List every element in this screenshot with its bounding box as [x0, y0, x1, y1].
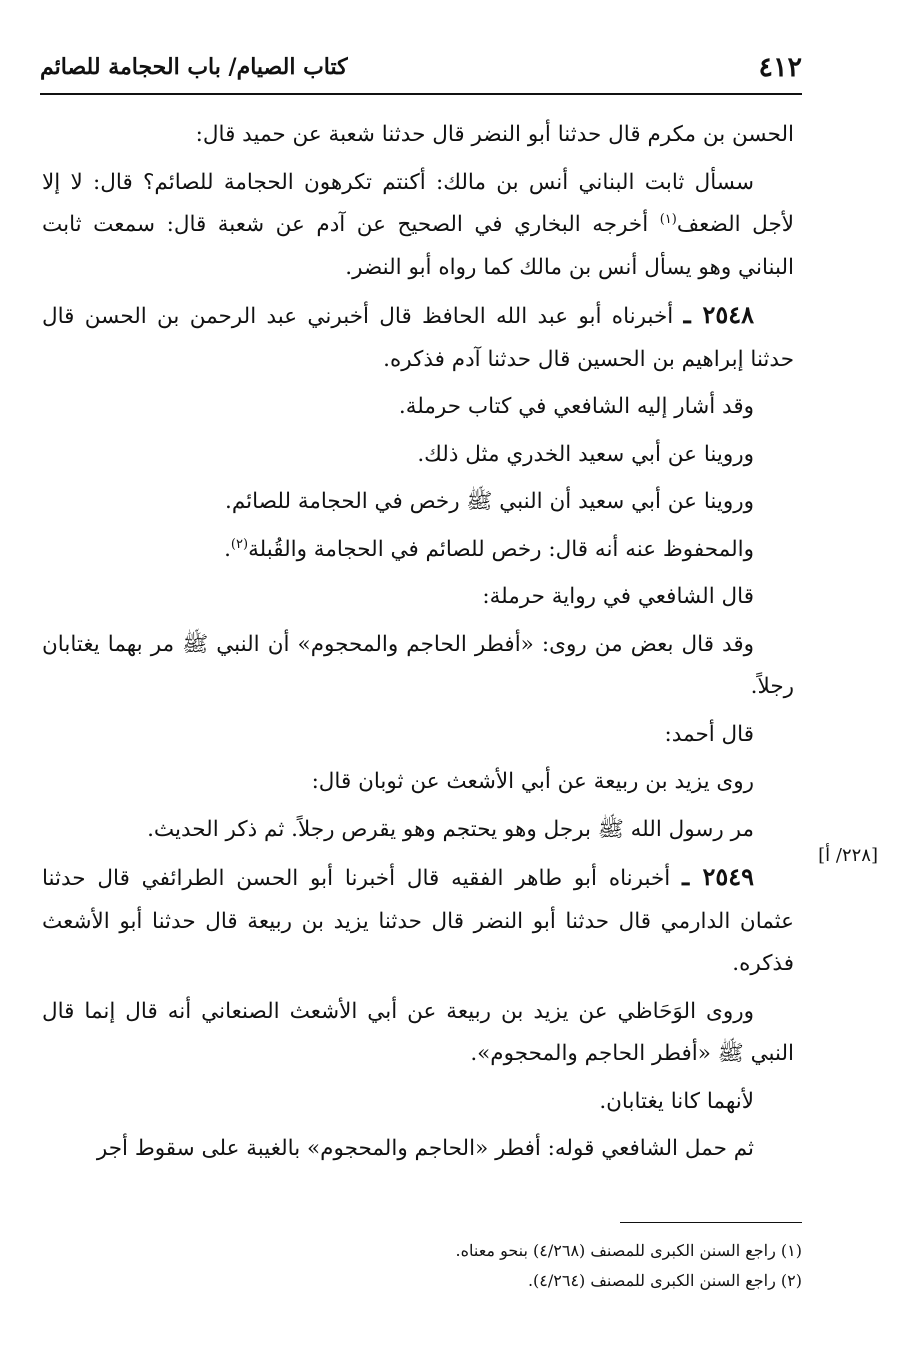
- footnote-divider: [620, 1222, 802, 1223]
- page-number: ٤١٢: [758, 52, 802, 83]
- paragraph: قال أحمد:: [664, 721, 754, 747]
- hadith-number: ٢٥٤٩ ـ: [682, 862, 754, 891]
- paragraph: والمحفوظ عنه أنه قال: رخص للصائم في الحجامة والقُبلة$^{(٢)}$.: [224, 536, 754, 562]
- paragraph: وقد أشار إليه الشافعي في كتاب حرملة.: [398, 394, 754, 419]
- paragraph: وروينا عن أبي سعيد الخدري مثل ذلك.: [417, 441, 754, 467]
- paragraph: لأنهما كانا يغتابان.: [599, 1088, 754, 1114]
- hadith-number: ٢٥٤٨ ـ: [683, 300, 754, 329]
- footnotes: [380, 1236, 802, 1296]
- paragraph: سسأل ثابت البناني أنس بن مالك: أكنتم تكرهون الحجامة للصائم؟ قال: لا إلا لأجل الضعف$^{(١)}$ أخرجه البخاري في الصحيح عن آدم عن شعبة قال: سمعت ثابت البناني وهو يسأل أنس بن مالك كما رواه أبو النضر.: [42, 169, 794, 280]
- paragraph: ثم حمل الشافعي قوله: أفطر «الحاجم والمحجوم» بالغيبة على سقوط أجر: [96, 1136, 754, 1161]
- paragraph-hadith-2548: ٢٥٤٨ ـ أخبرناه أبو عبد الله الحافظ قال أخبرني عبد الرحمن بن الحسن قال حدثنا إبراهيم بن الحسين قال حدثنا آدم فذكره.: [42, 300, 794, 372]
- main-text: [42, 114, 794, 1176]
- footnote-ref: (٢): [230, 536, 249, 552]
- paragraph: وروينا عن أبي سعيد أن النبي ﷺ رخص في الحجامة للصائم.: [225, 489, 754, 514]
- footnote: (١) راجع السنن الكبرى للمصنف (٤/٢٦٨) بنحو معناه.: [455, 1241, 802, 1260]
- paragraph: روى يزيد بن ربيعة عن أبي الأشعث عن ثوبان قال:: [311, 769, 754, 794]
- paragraph: مر رسول الله ﷺ برجل وهو يحتجم وهو يقرص رجلاً. ثم ذكر الحديث.: [147, 816, 754, 842]
- paragraph: الحسن بن مكرم قال حدثنا أبو النضر قال حدثنا شعبة عن حميد قال:: [195, 122, 794, 147]
- footnote-ref: (١): [659, 211, 677, 227]
- paragraph-hadith-2549: ٢٥٤٩ ـ أخبرناه أبو طاهر الفقيه قال أخبرنا أبو الحسن الطرائفي قال حدثنا عثمان الدارمي قال حدثنا أبو النضر قال حدثنا يزيد بن ربيعة قال حدثنا أبو الأشعث فذكره.: [42, 862, 794, 976]
- paragraph: وروى الوَحَاظي عن يزيد بن ربيعة عن أبي الأشعث الصنعاني أنه قال إنما قال النبي ﷺ «أفطر الحاجم والمحجوم».: [42, 998, 794, 1066]
- footnote: (٢) راجع السنن الكبرى للمصنف (٤/٢٦٤).: [527, 1271, 802, 1290]
- header-divider: [40, 93, 802, 95]
- paragraph: وقد قال بعض من روى: «أفطر الحاجم والمحجوم» أن النبي ﷺ مر بهما يغتابان رجلاً.: [42, 631, 794, 699]
- margin-folio-note: [٢٢٨/ أ]: [818, 845, 878, 866]
- paragraph: قال الشافعي في رواية حرملة:: [482, 584, 754, 609]
- running-title: كتاب الصيام/ باب الحجامة للصائم: [40, 54, 348, 80]
- page-header: [40, 50, 802, 94]
